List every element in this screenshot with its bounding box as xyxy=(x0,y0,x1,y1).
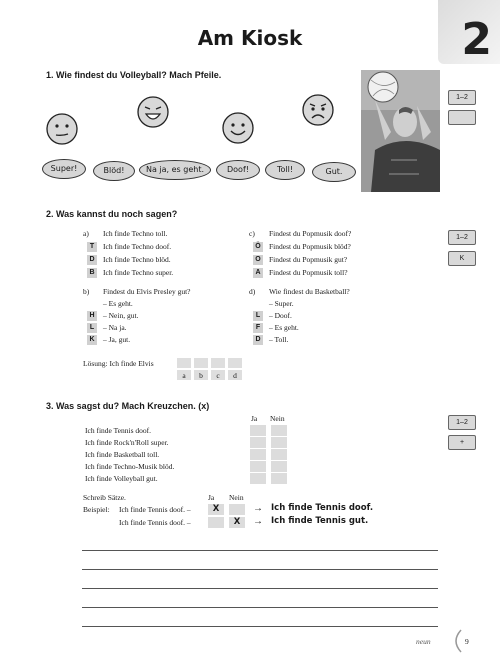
task2-heading: 2. Was kannst du noch sagen? xyxy=(46,209,178,219)
example-no-mark: X xyxy=(229,517,245,528)
example-answer: Ich finde Tennis gut. xyxy=(271,516,369,526)
c-prompt: Findest du Popmusik doof? xyxy=(269,229,352,238)
option-text: Findest du Popmusik toll? xyxy=(269,268,348,277)
no-checkbox[interactable] xyxy=(271,437,287,448)
volleyball-player-photo xyxy=(361,70,440,192)
smiley-sad-icon xyxy=(301,93,335,127)
no-checkbox[interactable] xyxy=(271,461,287,472)
option-letter: H xyxy=(87,311,97,321)
arrow-icon: → xyxy=(253,516,263,527)
d-marker: d) xyxy=(249,287,256,296)
no-checkbox[interactable] xyxy=(271,425,287,436)
yes-checkbox[interactable] xyxy=(250,437,266,448)
yes-checkbox[interactable] xyxy=(250,473,266,484)
statement: Ich finde Basketball toll. xyxy=(85,450,160,459)
bubble-doof[interactable]: Doof! xyxy=(216,160,260,180)
option-text: – Na ja. xyxy=(103,323,127,332)
b-marker: b) xyxy=(83,287,90,296)
yes-checkbox[interactable] xyxy=(250,425,266,436)
arrow-icon: → xyxy=(253,503,263,514)
a-prompt: Ich finde Techno toll. xyxy=(103,229,168,238)
page-number: 9 xyxy=(465,637,469,646)
no-checkbox[interactable] xyxy=(271,473,287,484)
option-text: – Nein, gut. xyxy=(103,311,139,320)
smiley-laughing-icon xyxy=(136,95,170,129)
example-answer: Ich finde Tennis doof. xyxy=(271,503,374,513)
solution-box[interactable] xyxy=(211,358,225,368)
statement: Ich finde Tennis doof. xyxy=(85,426,151,435)
option-letter: F xyxy=(253,323,263,333)
bubble-super[interactable]: Super! xyxy=(42,159,86,179)
statement: Ich finde Techno-Musik blöd. xyxy=(85,462,175,471)
bubble-gut[interactable]: Gut. xyxy=(312,162,356,182)
option-letter: A xyxy=(253,268,263,278)
option-letter: D xyxy=(87,255,97,265)
option-letter: Ö xyxy=(253,242,263,252)
write-label: Schreib Sätze. xyxy=(83,493,126,502)
option-letter: D xyxy=(253,335,263,345)
example-yes-mark xyxy=(208,517,224,528)
solution-letter: c xyxy=(211,370,225,380)
example-sentence: Ich finde Tennis doof. – xyxy=(119,518,191,527)
example-no-mark xyxy=(229,504,245,515)
statement: Ich finde Rock'n'Roll super. xyxy=(85,438,169,447)
option-text: Findest du Popmusik gut? xyxy=(269,255,348,264)
task1-heading: 1. Wie findest du Volleyball? Mach Pfeile. xyxy=(46,70,222,80)
task3-plus-badge: + xyxy=(448,435,476,450)
example-label: Beispiel: xyxy=(83,505,110,514)
option-text: Ich finde Techno blöd. xyxy=(103,255,171,264)
option-letter: K xyxy=(87,335,97,345)
task3-heading: 3. Was sagst du? Mach Kreuzchen. (x) xyxy=(46,401,210,411)
example-yes-mark: X xyxy=(208,504,224,515)
writing-line[interactable] xyxy=(82,626,438,627)
option-text: – Ja, gut. xyxy=(103,335,131,344)
solution-box[interactable] xyxy=(177,358,191,368)
writing-line[interactable] xyxy=(82,550,438,551)
no-checkbox[interactable] xyxy=(271,449,287,460)
bubble-toll[interactable]: Toll! xyxy=(265,160,305,180)
writing-line[interactable] xyxy=(82,569,438,570)
bubble-bloed[interactable]: Blöd! xyxy=(93,161,135,181)
a-marker: a) xyxy=(83,229,89,238)
b-reply: – Es geht. xyxy=(103,299,133,308)
option-text: Ich finde Techno super. xyxy=(103,268,174,277)
page-curve-icon xyxy=(449,628,463,654)
option-letter: B xyxy=(87,268,97,278)
d-prompt: Wie findest du Basketball? xyxy=(269,287,350,296)
yes-checkbox[interactable] xyxy=(250,449,266,460)
task2-level-badge: 1–2 xyxy=(448,230,476,245)
col-no: Nein xyxy=(270,414,285,423)
task2-k-badge: K xyxy=(448,251,476,266)
writing-line[interactable] xyxy=(82,607,438,608)
option-letter: O xyxy=(253,255,263,265)
smiley-happy-icon xyxy=(221,111,255,145)
statement: Ich finde Volleyball gut. xyxy=(85,474,158,483)
bubble-na-ja[interactable]: Na ja, es geht. xyxy=(139,160,211,180)
write-col-yes: Ja xyxy=(208,493,215,502)
write-col-no: Nein xyxy=(229,493,244,502)
option-text: – Es geht. xyxy=(269,323,299,332)
option-letter: L xyxy=(87,323,97,333)
b-prompt: Findest du Elvis Presley gut? xyxy=(103,287,191,296)
writing-line[interactable] xyxy=(82,588,438,589)
option-text: Findest du Popmusik blöd? xyxy=(269,242,351,251)
smiley-neutral-icon xyxy=(45,112,79,146)
example-sentence: Ich finde Tennis doof. – xyxy=(119,505,191,514)
solution-label: Lösung: Ich finde Elvis xyxy=(83,359,154,368)
solution-box[interactable] xyxy=(194,358,208,368)
option-letter: T xyxy=(87,242,97,252)
yes-checkbox[interactable] xyxy=(250,461,266,472)
task3-level-badge: 1–2 xyxy=(448,415,476,430)
option-letter: L xyxy=(253,311,263,321)
option-text: Ich finde Techno doof. xyxy=(103,242,172,251)
task1-empty-badge xyxy=(448,110,476,125)
solution-letter: a xyxy=(177,370,191,380)
page-title: Am Kiosk xyxy=(197,26,303,50)
c-marker: c) xyxy=(249,229,255,238)
option-text: – Toll. xyxy=(269,335,289,344)
col-yes: Ja xyxy=(251,414,258,423)
chapter-number: 2 xyxy=(461,14,492,65)
d-reply: – Super. xyxy=(269,299,294,308)
task1-level-badge: 1–2 xyxy=(448,90,476,105)
solution-letter: d xyxy=(228,370,242,380)
option-text: – Doof. xyxy=(269,311,292,320)
footer-word: neun xyxy=(416,637,431,646)
solution-letter: b xyxy=(194,370,208,380)
solution-box[interactable] xyxy=(228,358,242,368)
